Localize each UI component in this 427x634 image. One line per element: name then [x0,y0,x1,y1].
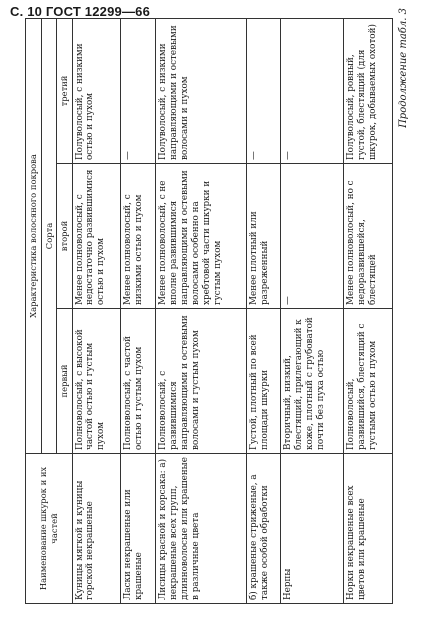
cell-first: Вторичный, низкий, блестящий, прилегающий к коже, плотный с грубоватой почти без пуха остью [281,309,344,454]
table-row [281,18,344,603]
cell-first: Полноволосый, с высокой частой остью и густым пухом [72,309,121,454]
cell-name: б) крашеные стриженые, а также особой обработки [246,454,281,604]
header-grade: Сорта [41,18,57,453]
cell-first: Густой, плотный по всей площади шкурки [246,309,281,454]
table-row [246,18,281,603]
cell-second: Менее полноволосый, с низкими остью и пухом [121,164,156,309]
table-caption: Продолжение табл. 3 [398,8,409,128]
header-row-1 [26,18,42,603]
cell-third: — [121,18,156,163]
cell-third: — [246,18,281,163]
cell-third: Полуволосый, с низкими остью и пухом [72,18,121,163]
cell-name: Норки некрашеные всех цветов или крашеные [344,454,393,604]
cell-name: Ласки некрашеные или крашеные [121,454,156,604]
cell-name: Куницы мягкой и куницы горской некрашеные [72,454,121,604]
cell-third: — [281,18,344,163]
cell-first: Полноволосый, развившийся, блестящий с густыми остью и пухом [344,309,393,454]
cell-third: Полуволосый, ровный, густой, блестящий (для шкурок, добываемых охотой) [344,18,393,163]
fur-characteristics-table [25,18,393,604]
header-name: Наименование шкурок и их частей [26,454,73,604]
header-characteristic: Характеристика волосяного покрова [26,18,42,453]
cell-second: — [281,164,344,309]
header-second: второй [57,164,73,309]
cell-first: Полноволосый, с развившимися направляющими и остевыми волосами и густым пухом [155,309,246,454]
table-row [72,18,121,603]
cell-first: Полноволосый, с частой остью и густым пухом [121,309,156,454]
cell-third: Полуволосый, с низкими направляющими и остевыми волосами и пухом [155,18,246,163]
cell-second: Менее плотный или разреженный [246,164,281,309]
header-first: первый [57,309,73,454]
page-header: С. 10 ГОСТ 12299—66 [10,4,151,19]
cell-name: Нерпы [281,454,344,604]
table-row [344,18,393,603]
cell-second: Менее полноволосый, с не вполне развившимися направляющими и остевыми волосами особенно на хребтовой части шкурки и густым пухом [155,164,246,309]
cell-second: Менее полноволосый, с недостаточно развившимися остью и пухом [72,164,121,309]
cell-name: Лисицы красной и корсака: а) некрашеные всех групп, длинноволосые или крашеные в различные цвета [155,454,246,604]
table-row [155,18,246,603]
header-third: третий [57,18,73,163]
table-row [121,18,156,603]
cell-second: Менее полноволосый, но с недоразвившейся, блестящей [344,164,393,309]
